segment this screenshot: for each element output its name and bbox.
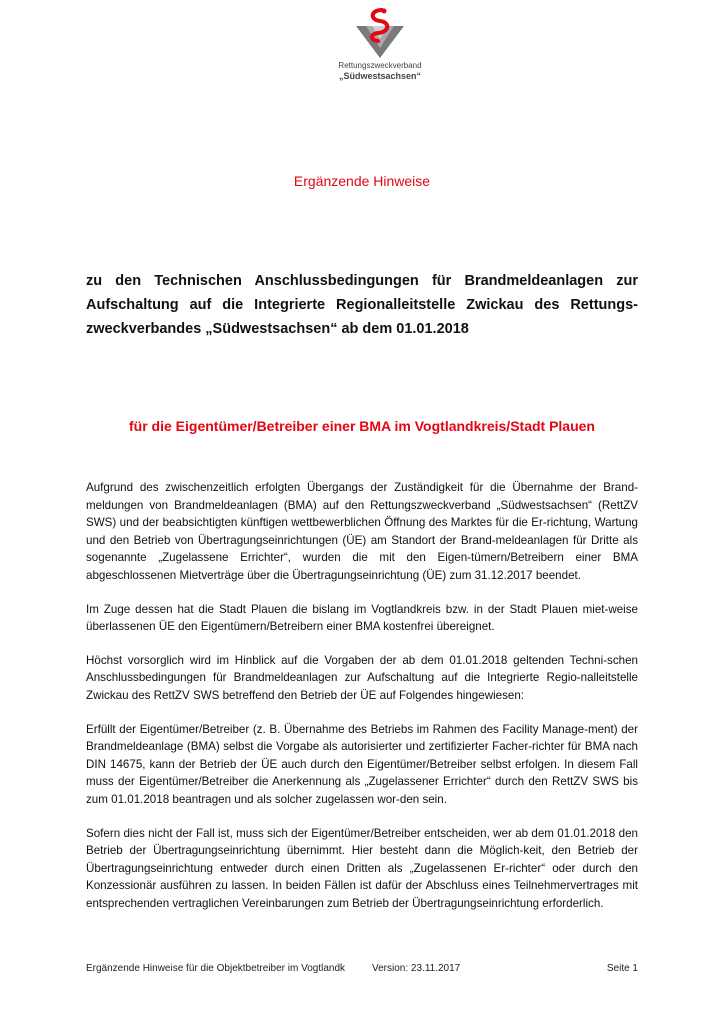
- footer-version: Version: 23.11.2017: [372, 963, 461, 974]
- logo-line-1: Rettungszweckverband: [338, 61, 422, 70]
- logo: [320, 8, 440, 82]
- document-body: [86, 479, 638, 928]
- footer-page-number: Seite 1: [606, 963, 638, 974]
- target-audience-heading: für die Eigentümer/Betreiber einer BMA im Vogtlandkreis/Stadt Plauen: [129, 418, 595, 434]
- document-title: Ergänzende Hinweise: [293, 173, 431, 189]
- paragraph-3: Höchst vorsorglich wird im Hinblick auf die Vorgaben der ab dem 01.01.2018 geltenden Techni-schen Anschlussbedingungen für Brandmeldeanlagen zur Aufschaltung auf die Integrierte Regio-nalleitstelle Zwickau des RettZV SWS betreffend den Betrieb der ÜE auf Folgendes hingewiesen:: [86, 653, 638, 702]
- logo-line-2: „Südwestsachsen“: [338, 71, 422, 81]
- paragraph-1: Aufgrund des zwischenzeitlich erfolgten Übergangs der Zuständigkeit für die Übernahme der Brand-meldungen von Brandmeldeanlagen (BMA) auf den Rettungszweckverband „Südwestsachsen“ (RettZV SWS) und der beabsichtigten künftigen wettbewerblichen Öffnung des Marktes für die Er-richtung, Wartung und den Betrieb von Übertragungseinrichtungen (ÜE) am Standort der Brand-meldeanlagen für Dritte als sogenannte „Zugelassene Errichter“, wurden die mit den Eigen-tümern/Betreibern einer BMA abgeschlossenen Mietverträge über die Übertragungseinrichtung (ÜE) zum 31.12.2017 beendet.: [86, 481, 638, 582]
- paragraph-4: Erfüllt der Eigentümer/Betreiber (z. B. Übernahme des Betriebs im Rahmen des Facility Manage-ment) der Brandmeldeanlage (BMA) selbst die Vorgabe als autorisierter und zertifizierter Facher-richter für BMA nach DIN 14675, kann der Betrieb der ÜE auch durch den Eigentümer/Betreiber selbst erfolgen. In diesem Fall muss der Eigentümer/Betreiber die Anerkennung als „Zugelassener Errichter“ durch den RettZV SWS bis zum 01.01.2018 beantragen und als solcher zugelassen wor-den sein.: [86, 722, 638, 806]
- footer-document-name: Ergänzende Hinweise für die Objektbetreiber im Vogtlandk: [86, 963, 346, 974]
- rettungszweckverband-logo-icon: [352, 8, 408, 60]
- paragraph-2: Im Zuge dessen hat die Stadt Plauen die bislang im Vogtlandkreis bzw. in der Stadt Plauen miet-weise überlassenen ÜE den Eigentümern/Betreibern einer BMA kostenfrei übereignet.: [86, 602, 638, 634]
- paragraph-5: Sofern dies nicht der Fall ist, muss sich der Eigentümer/Betreiber entscheiden, wer ab dem 01.01.2018 den Betrieb der Übertragungseinrichtung übernimmt. Hier besteht dann die Möglich-keit, den Betrieb der Übertragungseinrichtung entweder durch einen Dritten als „Zugelassenen Er-richter“ oder durch den Konzessionär ausführen zu lassen. In beiden Fällen ist dafür der Abschluss eines Teilnehmervertrages mit entsprechenden vertraglichen Vereinbarungen zum Betrieb der Übertragungseinrichtung erforderlich.: [86, 826, 638, 910]
- document-subtitle: zu den Technischen Anschlussbedingungen für Brandmeldeanlagen zur Aufschaltung auf die Integrierte Regionalleitstelle Zwickau des Rettungs-zweckverbandes „Südwestsachsen“ ab dem 01.01.2018: [86, 273, 638, 337]
